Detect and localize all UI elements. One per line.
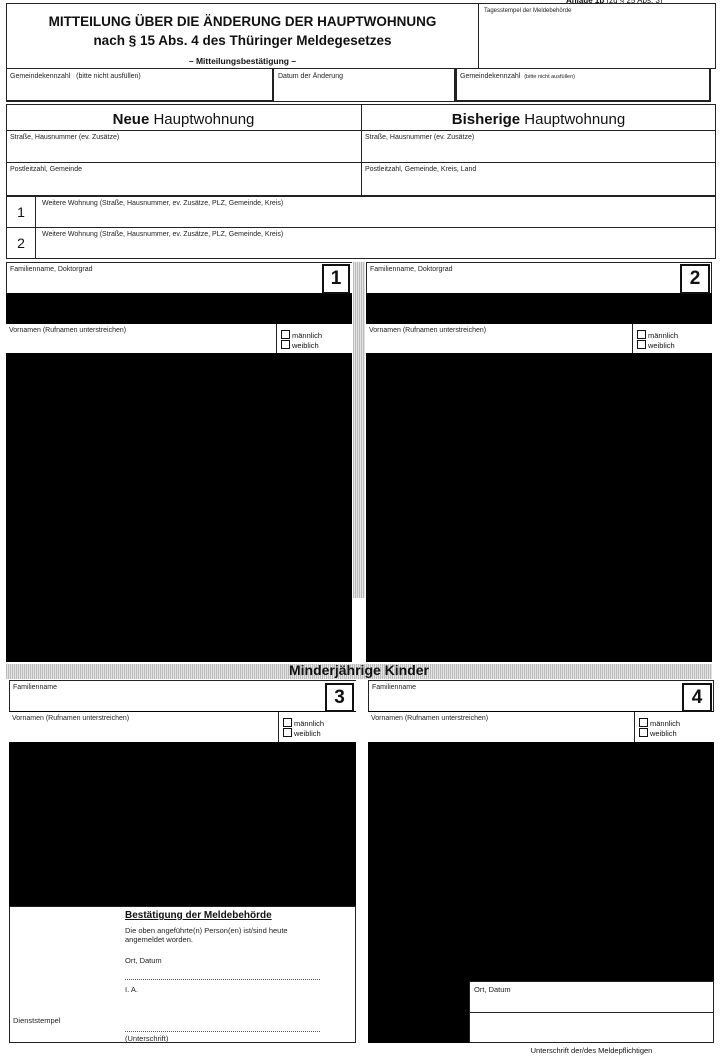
gemeindekennzahl-left-text: Gemeindekennzahl bbox=[10, 73, 71, 80]
bestaetigung-unterschrift-label: (Unterschrift) bbox=[125, 1034, 169, 1043]
bisherige-plz-field[interactable] bbox=[362, 163, 715, 195]
person-3-vornamen-field[interactable] bbox=[9, 712, 278, 742]
ort-datum-label: Ort, Datum bbox=[474, 985, 511, 994]
bisherige-strasse-label: Straße, Hausnummer (ev. Zusätze) bbox=[365, 134, 475, 141]
neue-strasse-label: Straße, Hausnummer (ev. Zusätze) bbox=[10, 134, 120, 141]
bestaetigung-text-line2: angemeldet worden. bbox=[125, 935, 193, 944]
person-1-vornamen-label: Vornamen (Rufnamen unterstreichen) bbox=[9, 327, 127, 334]
bisherige-hauptwohnung-heading bbox=[361, 111, 716, 128]
dienststempel-label: Dienststempel bbox=[13, 1016, 61, 1025]
bisherige-heading-bold: Bisherige bbox=[451, 111, 521, 128]
person-4-weiblich-label: weiblich bbox=[650, 729, 677, 738]
neue-heading-bold: Neue bbox=[112, 111, 150, 128]
form-subtitle: – Mitteilungsbestätigung – bbox=[188, 56, 297, 66]
person-2-block bbox=[366, 262, 712, 662]
person-2-number: 2 bbox=[680, 264, 710, 294]
weitere-wohnung-1-label: Weitere Wohnung (Straße, Hausnummer, ev. Zusätze, PLZ, Gemeinde, Kreis) bbox=[42, 200, 284, 207]
neue-heading-rest: Hauptwohnung bbox=[149, 111, 255, 128]
person-2-familienname-field[interactable] bbox=[366, 262, 712, 293]
bestaetigung-text-line1: Die oben angeführte(n) Person(en) ist/sind heute bbox=[125, 926, 288, 935]
form-title-line2: nach § 15 Abs. 4 des Thüringer Meldegesetzes bbox=[93, 33, 392, 48]
person-4-weiblich-checkbox[interactable] bbox=[639, 728, 648, 737]
bisherige-strasse-field[interactable] bbox=[362, 131, 715, 162]
gemeindekennzahl-right-text: Gemeindekennzahl bbox=[460, 73, 521, 80]
person-4-vornamen-field[interactable] bbox=[368, 712, 634, 742]
person-2-weiblich-label: weiblich bbox=[648, 341, 675, 350]
person-1-weiblich-option[interactable] bbox=[281, 340, 319, 351]
person-2-weiblich-option[interactable] bbox=[637, 340, 675, 351]
bestaetigung-ia-label: I. A. bbox=[125, 985, 138, 994]
stamp-box bbox=[478, 3, 716, 69]
neue-plz-label: Postleitzahl, Gemeinde bbox=[10, 166, 82, 173]
person-3-number: 3 bbox=[325, 683, 354, 712]
person-1-weiblich-checkbox[interactable] bbox=[281, 340, 290, 349]
datum-aenderung-field[interactable] bbox=[273, 68, 455, 102]
person-3-familienname-field[interactable] bbox=[9, 680, 356, 711]
gemeindekennzahl-left-note: (bitte nicht ausfüllen) bbox=[76, 73, 141, 80]
weitere-wohnung-2-number: 2 bbox=[17, 235, 25, 251]
person-3-maennlich-label: männlich bbox=[294, 719, 325, 728]
gemeindekennzahl-right-label bbox=[460, 73, 575, 81]
neue-plz-field[interactable] bbox=[7, 163, 360, 195]
person-1-maennlich-checkbox[interactable] bbox=[281, 330, 290, 339]
form-title-line1: MITTEILUNG ÜBER DIE ÄNDERUNG DER HAUPTWOHNUNG bbox=[48, 14, 437, 29]
bestaetigung-ort-datum-line[interactable] bbox=[125, 979, 320, 980]
separator-strip bbox=[353, 262, 365, 598]
person-1-familienname-field[interactable] bbox=[6, 262, 352, 293]
person-1-vornamen-field[interactable] bbox=[6, 324, 276, 353]
person-2-gender-box bbox=[632, 324, 712, 353]
person-2-weiblich-checkbox[interactable] bbox=[637, 340, 646, 349]
person-4-familienname-label: Familienname bbox=[372, 684, 416, 691]
gemeindekennzahl-left-label bbox=[10, 73, 141, 80]
person-1-weiblich-label: weiblich bbox=[292, 341, 319, 350]
ort-datum-field[interactable] bbox=[469, 981, 714, 1013]
person-4-familienname-field[interactable] bbox=[368, 680, 714, 711]
bestaetigung-heading: Bestätigung der Meldebehörde bbox=[125, 910, 272, 921]
person-3-weiblich-label: weiblich bbox=[294, 729, 321, 738]
person-4-gender-box bbox=[634, 712, 714, 742]
bisherige-plz-label: Postleitzahl, Gemeinde, Kreis, Land bbox=[365, 166, 477, 173]
gemeindekennzahl-left-field[interactable] bbox=[6, 68, 274, 102]
person-2-maennlich-checkbox[interactable] bbox=[637, 330, 646, 339]
person-4-weiblich-option[interactable] bbox=[639, 728, 677, 739]
person-2-maennlich-label: männlich bbox=[648, 331, 679, 340]
bestaetigung-box bbox=[9, 906, 356, 1043]
person-1-number: 1 bbox=[322, 264, 350, 294]
person-3-weiblich-option[interactable] bbox=[283, 728, 321, 739]
person-2-vornamen-label: Vornamen (Rufnamen unterstreichen) bbox=[369, 327, 487, 334]
weitere-wohnung-1-field[interactable] bbox=[37, 197, 715, 227]
person-3-weiblich-checkbox[interactable] bbox=[283, 728, 292, 737]
gemeindekennzahl-right-field[interactable] bbox=[455, 68, 711, 102]
person-4-vornamen-label: Vornamen (Rufnamen unterstreichen) bbox=[371, 715, 489, 722]
person-3-maennlich-checkbox[interactable] bbox=[283, 718, 292, 727]
neue-strasse-field[interactable] bbox=[7, 131, 360, 162]
person-3-gender-box bbox=[278, 712, 356, 742]
person-1-maennlich-label: männlich bbox=[292, 331, 323, 340]
stamp-label: Tagesstempel der Meldebehörde bbox=[484, 8, 572, 14]
weitere-wohnung-2-label: Weitere Wohnung (Straße, Hausnummer, ev. Zusätze, PLZ, Gemeinde, Kreis) bbox=[42, 231, 284, 238]
bestaetigung-ort-datum-label: Ort, Datum bbox=[125, 956, 162, 965]
weitere-wohnung-1-number: 1 bbox=[17, 204, 25, 220]
person-3-vornamen-label: Vornamen (Rufnamen unterstreichen) bbox=[12, 715, 130, 722]
unterschrift-caption: Unterschrift der/des Meldepflichtigen bbox=[530, 1046, 653, 1055]
datum-aenderung-label: Datum der Änderung bbox=[278, 73, 343, 80]
bisherige-heading-rest: Hauptwohnung bbox=[520, 111, 626, 128]
person-4-maennlich-checkbox[interactable] bbox=[639, 718, 648, 727]
unterschrift-field[interactable] bbox=[469, 1012, 714, 1043]
neue-hauptwohnung-heading bbox=[6, 111, 361, 128]
person-1-gender-box bbox=[276, 324, 352, 353]
gemeindekennzahl-right-note: (bitte nicht ausfüllen) bbox=[524, 74, 575, 80]
header-box bbox=[6, 3, 479, 69]
person-3-familienname-label: Familienname bbox=[13, 684, 57, 691]
person-4-number: 4 bbox=[682, 683, 712, 712]
person-2-familienname-label: Familienname, Doktorgrad bbox=[370, 266, 453, 273]
person-4-maennlich-label: männlich bbox=[650, 719, 681, 728]
person-1-block bbox=[6, 262, 352, 662]
person-1-familienname-label: Familienname, Doktorgrad bbox=[10, 266, 93, 273]
kinder-heading: Minderjährige Kinder bbox=[288, 662, 430, 678]
person-2-vornamen-field[interactable] bbox=[366, 324, 632, 353]
weitere-wohnung-2-field[interactable] bbox=[37, 228, 715, 258]
bestaetigung-unterschrift-line[interactable] bbox=[125, 1031, 320, 1032]
